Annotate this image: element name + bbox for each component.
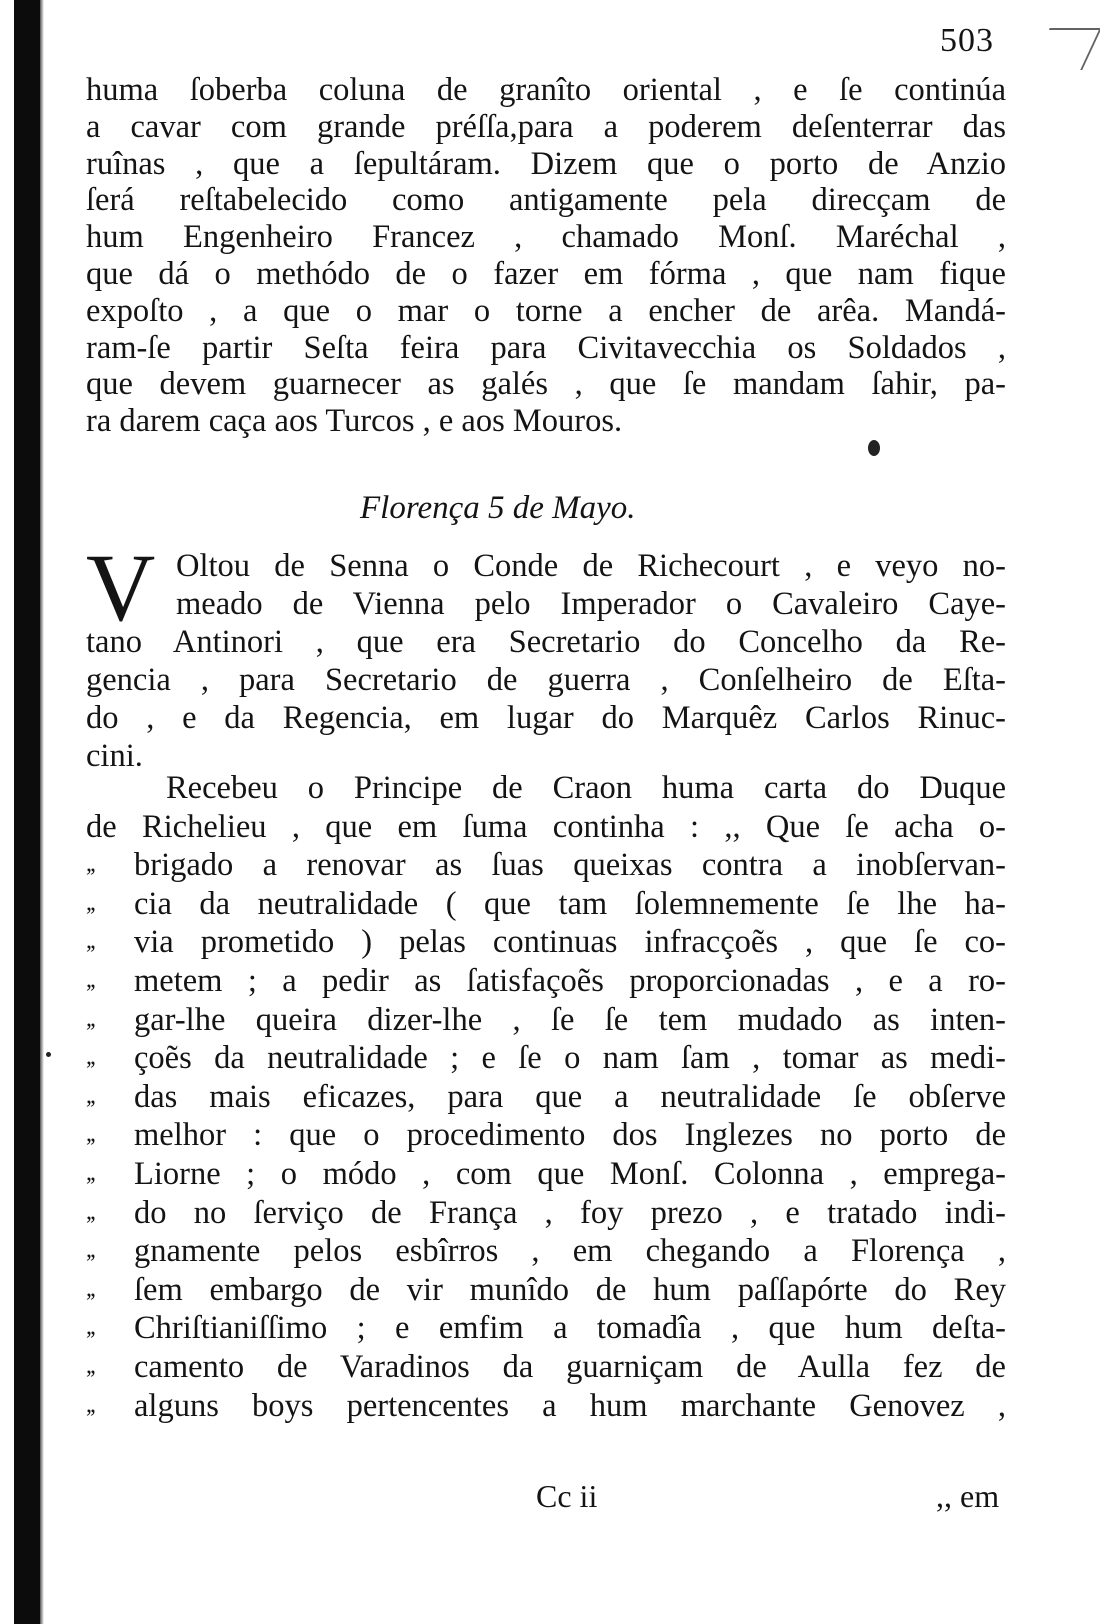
signature-mark: Cc ii: [536, 1478, 598, 1514]
quoted-line: [86, 885, 1006, 924]
quote-mark: ,,: [86, 1275, 94, 1302]
text-line: huma ſoberba coluna de granîto oriental , e ſe continúa: [86, 72, 1006, 108]
quote-mark: ,,: [86, 1121, 94, 1148]
text-line: Recebeu o Principe de Craon huma carta do Duque: [166, 770, 1006, 806]
quoted-line: [86, 1348, 1006, 1387]
quoted-line: [86, 1001, 1006, 1040]
text-line: gar-lhe queira dizer-lhe , ſe ſe tem mudado as inten-: [134, 1001, 1006, 1038]
quote-mark: ,,: [86, 1237, 94, 1264]
paragraph-richecourt: [86, 534, 1006, 775]
quote-mark: ,,: [86, 1198, 94, 1225]
ink-speck: [868, 440, 880, 456]
quoted-line: [86, 846, 1006, 885]
dateline-heading: Florença 5 de Mayo.: [360, 490, 636, 526]
quote-mark: ,,: [86, 966, 94, 993]
binding-shadow: [40, 0, 44, 1624]
quote-mark: ,,: [86, 928, 94, 955]
text-line: do , e da Regencia, em lugar do Marquêz Carlos Rinuc-: [86, 700, 1006, 736]
text-line: ſerá reſtabelecido como antigamente pela direcçam de: [86, 182, 1006, 219]
text-line: brigado a renovar as ſuas queixas contra a inobſervan-: [134, 847, 1006, 884]
text-line: a cavar com grande préſſa,para a poderem deſenterrar das: [86, 108, 1006, 145]
text-line: tano Antinori , que era Secretario do Concelho da Re-: [86, 624, 1006, 660]
quoted-line: [86, 1271, 1006, 1310]
quote-mark: ,,: [86, 1352, 94, 1379]
paragraph-craon-letter: [86, 769, 1006, 1425]
quoted-line: [86, 1387, 1006, 1426]
text-line: ram-ſe partir Seſta feira para Civitavecchia os Soldados ,: [86, 329, 1006, 366]
text-line: çoẽs da neutralidade ; e ſe o nam ſam , tomar as medi-: [134, 1040, 1006, 1077]
quoted-line: [86, 923, 1006, 962]
drop-cap: V: [86, 534, 156, 641]
quoted-line: [86, 1155, 1006, 1194]
quote-mark: ,,: [86, 1082, 94, 1109]
text-line: cini.: [86, 738, 143, 774]
quote-mark: ,,: [86, 1044, 94, 1071]
quoted-line: [86, 1232, 1006, 1271]
quote-mark: ,,: [86, 1391, 94, 1418]
text-line: via prometido ) pelas continuas infracçoẽs , que ſe co-: [134, 924, 1006, 961]
text-line: das mais eficazes, para que a neutralidade ſe obſerve: [134, 1078, 1006, 1115]
corner-mark: [1030, 28, 1100, 70]
quoted-line: [86, 1309, 1006, 1348]
text-line: de Richelieu , que em ſuma continha : ,, Que ſe acha o-: [86, 808, 1006, 845]
ink-speck: [46, 1052, 51, 1057]
quoted-line: [86, 962, 1006, 1001]
quote-mark: ,,: [86, 1005, 94, 1032]
continued-paragraph: [86, 72, 1006, 440]
text-line: meado de Vienna pelo Imperador o Cavaleiro Caye-: [176, 586, 1006, 622]
quote-mark: ,,: [86, 1314, 94, 1341]
text-line: expoſto , a que o mar o torne a encher de arêa. Mandá-: [86, 292, 1006, 329]
text-line: alguns boys pertencentes a hum marchante Genovez ,: [134, 1387, 1006, 1424]
quote-mark: ,,: [86, 1159, 94, 1186]
text-line: melhor : que o procedimento dos Inglezes no porto de: [134, 1117, 1006, 1154]
quoted-line: [86, 1078, 1006, 1117]
text-line: ruînas , que a ſepultáram. Dizem que o porto de Anzio: [86, 145, 1006, 182]
quoted-line: [86, 1194, 1006, 1233]
page-binding-edge: [14, 0, 40, 1624]
text-line: metem ; a pedir as ſatisfaçoẽs proporcionadas , e a ro-: [134, 962, 1006, 999]
catchword: ,, em: [936, 1478, 1000, 1514]
text-line: Liorne ; o módo , com que Monſ. Colonna , emprega-: [134, 1155, 1006, 1192]
quoted-line: [86, 1039, 1006, 1078]
text-line: Chriſtianiſſimo ; e emfim a tomadîa , que hum deſta-: [134, 1310, 1006, 1347]
text-line: ra darem caça aos Turcos , e aos Mouros.: [86, 403, 623, 440]
text-line: hum Engenheiro Francez , chamado Monſ. Maréchal ,: [86, 219, 1006, 256]
text-line: cia da neutralidade ( que tam ſolemnemente ſe lhe ha-: [134, 885, 1006, 922]
text-line: que dá o methódo de o fazer em fórma , que nam fique: [86, 255, 1006, 292]
text-line: camento de Varadinos da guarniçam de Aulla fez de: [134, 1348, 1006, 1385]
text-line: gencia , para Secretario de guerra , Conſelheiro de Eſta-: [86, 662, 1006, 698]
text-line: que devem guarnecer as galés , que ſe mandam ſahir, pa-: [86, 366, 1006, 403]
text-line: ſem embargo de vir munîdo de hum paſſapórte do Rey: [134, 1271, 1006, 1308]
text-line: do no ſerviço de França , foy prezo , e tratado indi-: [134, 1194, 1006, 1231]
text-line: Oltou de Senna o Conde de Richecourt , e veyo no-: [176, 548, 1006, 584]
quote-mark: ,,: [86, 889, 94, 916]
quote-mark: ,,: [86, 851, 94, 878]
page-number: 503: [940, 22, 994, 59]
quoted-line: [86, 1116, 1006, 1155]
text-line: gnamente pelos esbîrros , em chegando a Florença ,: [134, 1233, 1006, 1270]
